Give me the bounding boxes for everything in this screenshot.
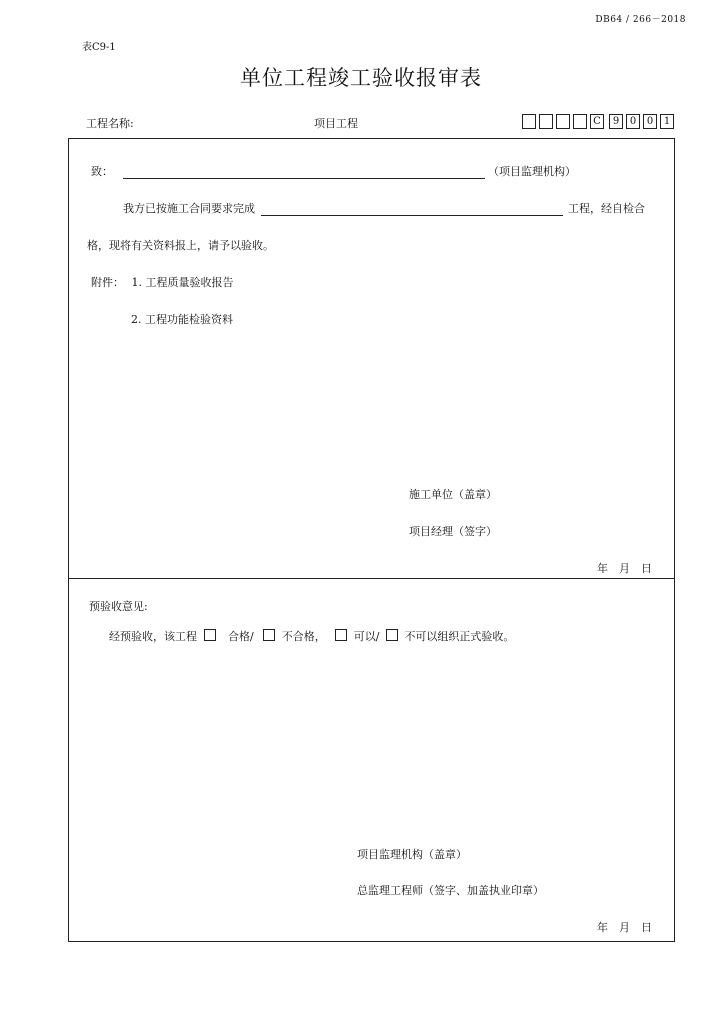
to-line (91, 163, 576, 179)
opinion-text-2: 合格/ (228, 630, 254, 643)
chief-engineer-signature: 总监理工程师（签字、加盖执业印章） (357, 884, 544, 897)
code-box: 9 (609, 114, 623, 129)
opinion-text-5: 不可以组织正式验收。 (404, 630, 515, 643)
construction-unit-seal: 施工单位（盖章） (409, 488, 497, 501)
checkbox-icon[interactable] (386, 629, 398, 641)
project-manager-signature: 项目经理（签字） (409, 525, 497, 538)
recipient-blank[interactable] (123, 166, 485, 179)
statement-line-2: 格，现将有关资料报上，请予以验收。 (87, 239, 274, 252)
to-label: 致： (91, 165, 113, 178)
opinion-text-1: 经预验收，该工程 (109, 630, 197, 643)
date-1: 年 月 日 (597, 562, 652, 575)
code-box (573, 114, 587, 129)
project-blank[interactable] (261, 203, 563, 216)
statement-suffix: 工程，经自检合 (568, 202, 645, 215)
code-box: C (590, 114, 604, 129)
attachment-1: 1. 工程质量验收报告 (131, 276, 234, 289)
opinion-line (109, 628, 514, 644)
opinion-text-4: 可以/ (353, 630, 380, 643)
attachment-2: 2. 工程功能检验资料 (131, 313, 233, 326)
statement-prefix: 我方已按施工合同要求完成 (123, 202, 255, 215)
date-2: 年 月 日 (597, 921, 652, 934)
form-code-boxes (522, 114, 674, 129)
attachments (91, 274, 234, 290)
project-name-value: 项目工程 (314, 117, 358, 130)
form-number: 表C9-1 (82, 42, 116, 53)
form-frame (68, 138, 675, 942)
code-box: 0 (626, 114, 640, 129)
checkbox-icon[interactable] (335, 629, 347, 641)
document-title: 单位工程竣工验收报审表 (240, 66, 482, 90)
code-box: 0 (643, 114, 657, 129)
section-divider (69, 578, 674, 579)
code-box (539, 114, 553, 129)
to-suffix: （项目监理机构） (488, 165, 576, 178)
supervision-org-seal: 项目监理机构（盖章） (357, 848, 467, 861)
project-name-label: 工程名称: (86, 117, 134, 130)
standard-number: DB64 / 266－2018 (595, 15, 686, 25)
checkbox-icon[interactable] (263, 629, 275, 641)
statement-line-1 (123, 200, 645, 216)
opinion-label: 预验收意见: (89, 600, 148, 613)
opinion-text-3: 不合格， (281, 630, 326, 643)
code-box: 1 (660, 114, 674, 129)
attach-label: 附件： (91, 276, 124, 289)
code-box (522, 114, 536, 129)
code-box (556, 114, 570, 129)
checkbox-icon[interactable] (204, 629, 216, 641)
